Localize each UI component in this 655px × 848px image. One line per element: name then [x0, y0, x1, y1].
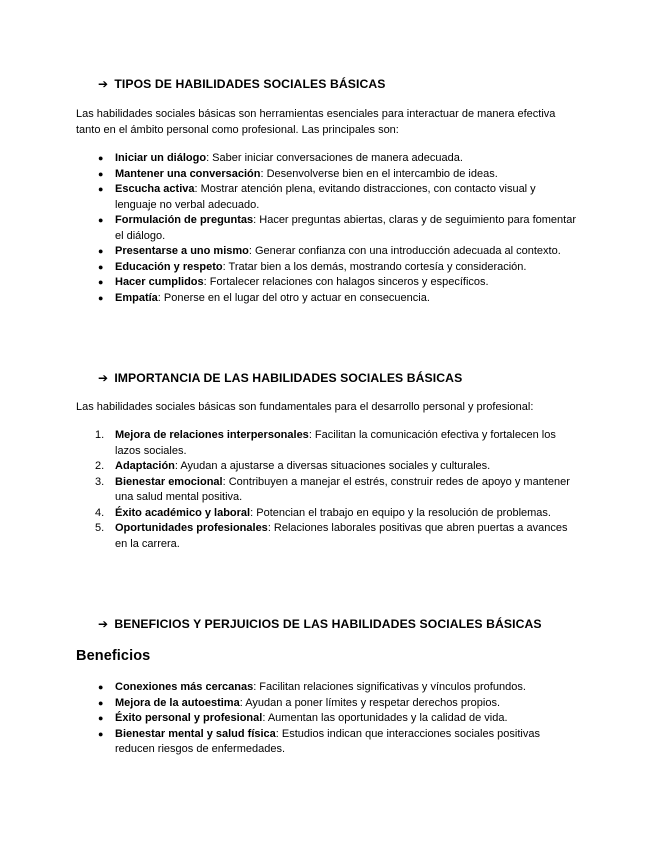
item-description: : Facilitan relaciones significativas y vínculos profundos.: [253, 681, 526, 693]
section-heading-text: IMPORTANCIA DE LAS HABILIDADES SOCIALES BÁSICAS: [114, 371, 463, 385]
bullet-icon: ●: [98, 697, 104, 708]
item-description: : Aumentan las oportunidades y la calidad de vida.: [262, 712, 508, 724]
item-number: 3.: [95, 475, 105, 488]
item-term: Formulación de preguntas: [115, 214, 254, 226]
intro-paragraph-tipos: Las habilidades sociales básicas son herramientas esenciales para interactuar de manera efectiva tanto en el ámbito personal como profesional. Las principales son:: [76, 108, 556, 136]
bullet-icon: ●: [98, 728, 104, 739]
item-description: : Desenvolverse bien en el intercambio de ideas.: [260, 167, 498, 180]
section-heading-importancia: [98, 371, 462, 385]
list-item: [76, 244, 576, 260]
item-description: : Generar confianza con una introducción adecuada al contexto.: [248, 245, 561, 257]
item-term: Oportunidades profesionales: [115, 522, 268, 534]
item-description: : Mostrar atención plena, evitando distracciones, con contacto visual y lenguaje no verbal adecuado.: [115, 183, 536, 211]
list-item: [76, 260, 576, 276]
item-number: 2.: [95, 460, 105, 472]
list-item: [76, 151, 576, 167]
bullet-list-tipos: [76, 151, 576, 306]
item-term: Éxito personal y profesional: [115, 712, 263, 724]
bullet-icon: ●: [98, 168, 104, 179]
intro-paragraph-importancia: Las habilidades sociales básicas son fundamentales para el desarrollo personal y profesional:: [76, 401, 534, 413]
arrow-icon: ➔: [98, 617, 109, 631]
item-term: Educación y respeto: [115, 260, 223, 273]
section-heading-beneficios-perjuicios: [98, 617, 542, 631]
list-item: [76, 727, 576, 758]
list-item: [76, 182, 576, 213]
list-item: [76, 711, 576, 727]
bullet-icon: ●: [98, 292, 104, 303]
list-item: [76, 506, 576, 522]
list-item: [76, 428, 576, 459]
item-description: : Saber iniciar conversaciones de manera adecuada.: [206, 152, 463, 164]
list-item: [76, 475, 576, 506]
subheading-beneficios: Beneficios: [76, 648, 151, 664]
list-item: [76, 275, 576, 291]
item-term: Bienestar mental y salud física: [115, 727, 276, 740]
list-item: [76, 167, 576, 183]
item-description: : Ayudan a ajustarse a diversas situaciones sociales y culturales.: [174, 460, 491, 472]
item-term: Presentarse a uno mismo: [115, 245, 249, 257]
item-description: : Relaciones laborales positivas que abren puertas a avances en la carrera.: [115, 522, 568, 550]
bullet-icon: ●: [98, 184, 104, 194]
bullet-icon: ●: [98, 246, 104, 256]
item-term: Hacer cumplidos: [115, 276, 204, 288]
item-term: Bienestar emocional: [115, 475, 223, 488]
bullet-icon: ●: [98, 215, 104, 225]
arrow-icon: ➔: [98, 77, 109, 91]
list-item: [76, 459, 576, 475]
item-term: Conexiones más cercanas: [115, 681, 254, 693]
item-description: : Tratar bien a los demás, mostrando cortesía y consideración.: [222, 260, 527, 273]
section-heading-text: TIPOS DE HABILIDADES SOCIALES BÁSICAS: [114, 77, 386, 91]
item-term: Adaptación: [115, 460, 175, 472]
list-item: [76, 696, 576, 712]
item-term: Mejora de relaciones interpersonales: [115, 429, 309, 441]
item-description: : Contribuyen a manejar el estrés, construir redes de apoyo y mantener una salud mental positiva.: [115, 475, 570, 503]
section-heading-text: BENEFICIOS Y PERJUICIOS DE LAS HABILIDADES SOCIALES BÁSICAS: [114, 617, 542, 631]
item-description: : Hacer preguntas abiertas, claras y de seguimiento para fomentar el diálogo.: [115, 214, 576, 242]
bullet-icon: ●: [98, 277, 104, 287]
bullet-list-beneficios: [76, 680, 576, 758]
item-term: Escucha activa: [115, 183, 195, 195]
bullet-icon: ●: [98, 153, 104, 163]
numbered-list-importancia: [76, 428, 576, 552]
item-number: 1.: [95, 429, 105, 441]
list-item: [76, 521, 576, 552]
item-description: : Fortalecer relaciones con halagos sinceros y específicos.: [203, 276, 489, 288]
item-term: Mejora de la autoestima: [115, 696, 240, 709]
item-description: : Estudios indican que interacciones sociales positivas reducen riesgos de enfermedades.: [115, 727, 540, 755]
item-description: : Ayudan a poner límites y respetar derechos propios.: [239, 696, 500, 709]
item-term: Éxito académico y laboral: [115, 506, 251, 519]
item-term: Empatía: [115, 291, 158, 304]
list-item: [76, 291, 576, 307]
list-item: [76, 680, 576, 696]
item-number: 4.: [95, 506, 105, 519]
section-heading-tipos: [98, 77, 386, 91]
list-item: [76, 213, 576, 244]
bullet-icon: ●: [98, 713, 104, 723]
item-description: : Ponerse en el lugar del otro y actuar en consecuencia.: [157, 291, 430, 304]
arrow-icon: ➔: [98, 371, 109, 385]
bullet-icon: ●: [98, 682, 104, 692]
item-number: 5.: [95, 522, 105, 534]
item-term: Iniciar un diálogo: [115, 152, 207, 164]
bullet-icon: ●: [98, 261, 104, 272]
item-description: : Potencian el trabajo en equipo y la resolución de problemas.: [250, 506, 551, 519]
item-description: : Facilitan la comunicación efectiva y fortalecen los lazos sociales.: [115, 429, 556, 457]
item-term: Mantener una conversación: [115, 167, 261, 180]
